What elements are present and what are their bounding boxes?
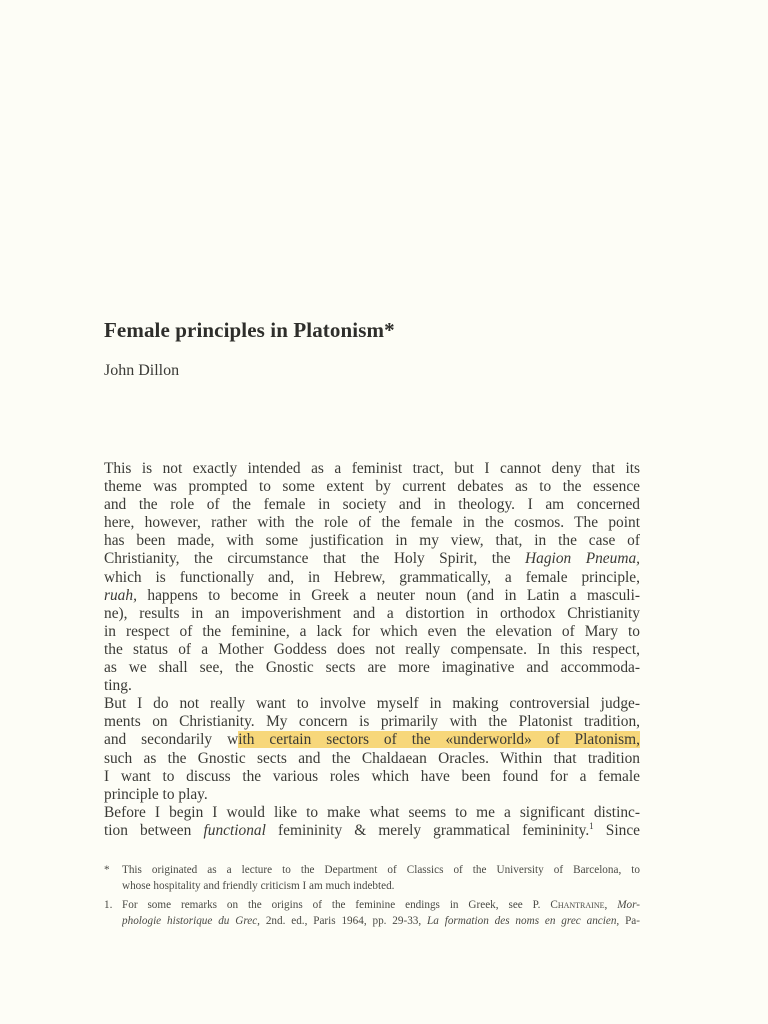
body-line: ruah, happens to become in Greek a neuter noun (and in Latin a masculi- bbox=[104, 586, 640, 604]
highlighted-text[interactable]: ith certain sectors of the «underworld» of Platonism, bbox=[238, 731, 640, 749]
cited-author: Chantraine, bbox=[550, 899, 608, 911]
body-line: Christianity, the circumstance that the Holy Spirit, the Hagion Pneuma, bbox=[104, 550, 640, 568]
body-line: ments on Christianity. My concern is primarily with the Platonist tradition, bbox=[104, 713, 640, 731]
body-line: and the role of the female in society and in theology. I am concerned bbox=[104, 496, 640, 514]
italic-term: ruah, bbox=[104, 586, 137, 604]
article-title: Female principles in Platonism* bbox=[104, 318, 395, 342]
footnote-line: This originated as a lecture to the Department of Classics of the University of Barcelona, to bbox=[122, 864, 640, 876]
body-line: as we shall see, the Gnostic sects are more imaginative and accommoda- bbox=[104, 659, 640, 677]
footnotes bbox=[104, 863, 640, 933]
footnote-mark: 1. bbox=[104, 899, 113, 911]
body-line: and secondarily with certain sectors of the «underworld» of Platonism, bbox=[104, 731, 640, 749]
body-line: tion between functional femininity & merely grammatical femininity.$^1$ Since bbox=[104, 821, 640, 839]
body-line: I want to discuss the various roles which have been found for a female bbox=[104, 767, 640, 785]
footnote-1 bbox=[104, 898, 640, 929]
footnote-ref[interactable]: 1 bbox=[589, 821, 594, 831]
footnote-line: phologie historique du Grec, 2nd. ed., Paris 1964, pp. 29-33, La formation des noms en grec ancien, Pa- bbox=[122, 914, 640, 927]
body-line: ne), results in an impoverishment and a distortion in orthodox Christianity bbox=[104, 604, 640, 622]
footnote-mark: * bbox=[104, 864, 110, 876]
italic-term: Hagion Pneuma, bbox=[525, 550, 640, 568]
body-line: ting. bbox=[104, 677, 132, 695]
body-line: has been made, with some justification in my view, that, in the case of bbox=[104, 532, 640, 550]
article-body bbox=[104, 460, 640, 840]
body-line: in respect of the feminine, a lack for which even the elevation of Mary to bbox=[104, 622, 640, 640]
footnote-star bbox=[104, 863, 640, 894]
article-author: John Dillon bbox=[104, 362, 180, 379]
italic-term: functional bbox=[203, 821, 266, 839]
body-line: But I do not really want to involve myself in making controversial judge- bbox=[104, 695, 640, 713]
body-line: the status of a Mother Goddess does not really compensate. In this respect, bbox=[104, 640, 640, 658]
body-line: theme was prompted to some extent by current debates as to the essence bbox=[104, 478, 640, 496]
body-line: This is not exactly intended as a feminist tract, but I cannot deny that its bbox=[104, 460, 640, 477]
body-line: which is functionally and, in Hebrew, grammatically, a female principle, bbox=[104, 568, 640, 586]
body-line: here, however, rather with the role of the female in the cosmos. The point bbox=[104, 514, 640, 532]
body-line: such as the Gnostic sects and the Chaldaean Oracles. Within that tradition bbox=[104, 749, 640, 767]
body-line: Before I begin I would like to make what seems to me a significant distinc- bbox=[104, 803, 640, 821]
body-line: principle to play. bbox=[104, 785, 208, 803]
footnote-line: For some remarks on the origins of the feminine endings in Greek, see P. Chantraine, Mor- bbox=[122, 899, 640, 911]
footnote-line: whose hospitality and friendly criticism I am much indebted. bbox=[122, 879, 395, 892]
